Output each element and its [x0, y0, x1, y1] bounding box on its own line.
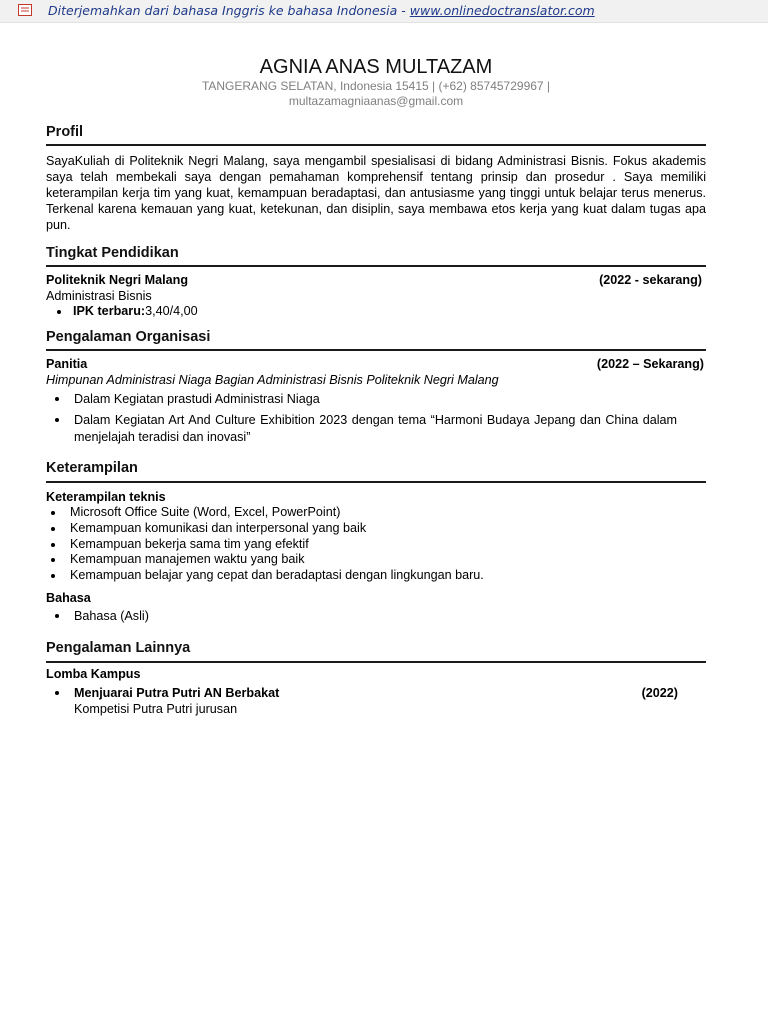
- organization-role: Panitia: [46, 357, 88, 371]
- technical-skill-item: Kemampuan manajemen waktu yang baik: [70, 552, 305, 566]
- other-experience-year: (2022): [641, 686, 678, 700]
- organization-heading: Pengalaman Organisasi: [46, 329, 211, 345]
- organization-name: Himpunan Administrasi Niaga Bagian Administrasi Bisnis Politeknik Negri Malang: [46, 373, 499, 387]
- technical-skill-item: Kemampuan bekerja sama tim yang efektif: [70, 537, 309, 551]
- contact-line: TANGERANG SELATAN, Indonesia 15415 | (+62) 85745729967 |: [201, 79, 551, 93]
- document-icon: [18, 4, 32, 16]
- other-experience-subtitle: Lomba Kampus: [46, 667, 141, 681]
- email-address: multazamagniaanas@gmail.com: [288, 94, 464, 108]
- organization-item: Dalam Kegiatan Art And Culture Exhibition 2023 dengan tema “Harmoni Budaya Jepang dan China dalam menjelajah teradisi dan inovasi”: [74, 413, 677, 444]
- candidate-name: AGNIA ANAS MULTAZAM: [259, 56, 493, 78]
- bullet-icon: [51, 574, 55, 578]
- bullet-icon: [55, 691, 59, 695]
- bullet-icon: [57, 310, 61, 314]
- organization-item: Dalam Kegiatan prastudi Administrasi Niaga: [74, 392, 320, 406]
- gpa-value: 3,40/4,00: [145, 304, 198, 318]
- other-experience-description: Kompetisi Putra Putri jurusan: [74, 702, 238, 716]
- bullet-icon: [51, 558, 55, 562]
- technical-skill-item: Kemampuan belajar yang cepat dan beradaptasi dengan lingkungan baru.: [70, 568, 484, 582]
- bullet-icon: [55, 397, 59, 401]
- technical-skill-item: Microsoft Office Suite (Word, Excel, PowerPoint): [70, 505, 341, 519]
- profile-text: SayaKuliah di Politeknik Negri Malang, saya mengambil spesialisasi di bidang Administrasi Bisnis. Fokus akademis saya telah membekali saya dengan pemahaman komprehensif tentang prinsip dan prosedur . Saya memiliki keterampilan kerja tim yang kuat, kemampuan beradaptasi, dan antusiasme yang tinggi untuk belajar terus menerus. Terkenal karena kemauan yang kuat, ketekunan, dan disiplin, saya membawa etos kerja yang kuat dalam tugas apa pun.: [46, 154, 706, 232]
- translator-link[interactable]: www.onlinedoctranslator.com: [409, 3, 595, 18]
- technical-skills-heading: Keterampilan teknis: [46, 490, 166, 504]
- translator-banner: [0, 0, 768, 23]
- education-major: Administrasi Bisnis: [46, 289, 152, 303]
- language-heading: Bahasa: [46, 591, 91, 605]
- language-item: Bahasa (Asli): [74, 609, 149, 623]
- skills-heading: Keterampilan: [46, 460, 138, 476]
- bullet-icon: [55, 614, 59, 618]
- bullet-icon: [51, 511, 55, 515]
- bullet-icon: [51, 527, 55, 531]
- organization-period: (2022 – Sekarang): [596, 357, 704, 371]
- bullet-icon: [51, 543, 55, 547]
- education-heading: Tingkat Pendidikan: [46, 245, 179, 261]
- section-divider: [46, 661, 706, 663]
- education-gpa: [73, 304, 198, 318]
- other-experience-heading: Pengalaman Lainnya: [46, 640, 191, 656]
- gpa-label: IPK terbaru:: [73, 304, 146, 318]
- technical-skill-item: Kemampuan komunikasi dan interpersonal yang baik: [70, 521, 367, 535]
- other-experience-item: Menjuarai Putra Putri AN Berbakat: [74, 686, 280, 700]
- section-divider: [46, 265, 706, 267]
- section-divider: [46, 349, 706, 351]
- bullet-icon: [55, 418, 59, 422]
- section-divider: [46, 144, 706, 146]
- profile-heading: Profil: [46, 124, 84, 140]
- education-period: (2022 - sekarang): [599, 273, 702, 287]
- education-institution: Politeknik Negri Malang: [46, 273, 189, 287]
- banner-text: Diterjemahkan dari bahasa Inggris ke bahasa Indonesia -: [48, 3, 410, 18]
- section-divider: [46, 481, 706, 483]
